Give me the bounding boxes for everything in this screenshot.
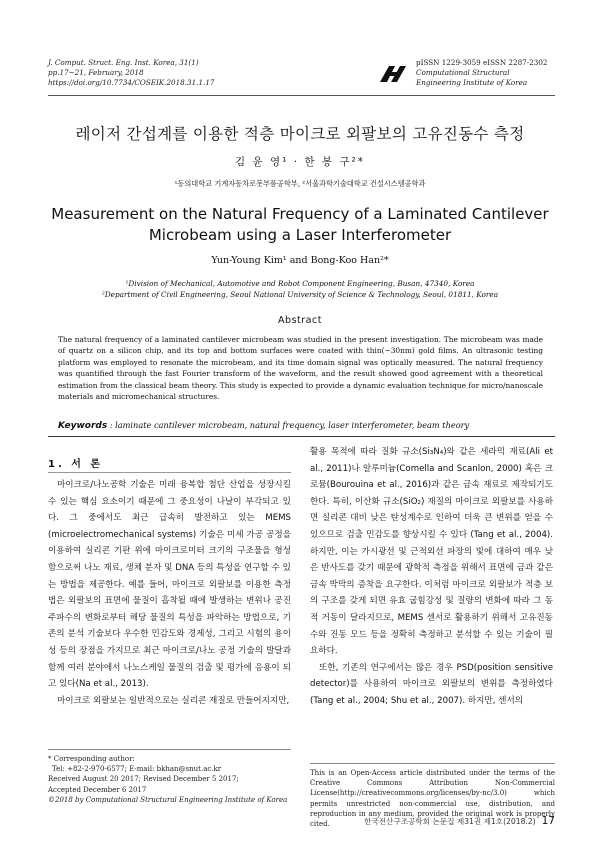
license-rule [310,763,555,764]
english-title-line: Measurement on the Natural Frequency of a Laminated Cantilever [51,205,549,223]
citation-line: J. Comput. Struct. Eng. Inst. Korea, 31(1) [48,58,199,67]
corresponding-author-note [48,754,298,805]
keywords [58,420,548,431]
page-number: 17 [541,815,555,827]
issn-line: pISSN 1229-3059 eISSN 2287-2302 [416,58,548,67]
publisher-logo-icon [378,64,408,84]
footnote-line: ©2018 by Computational Structural Engineering Institute of Korea [48,795,288,804]
paragraph: 마이크로/나노공학 기술은 미래 융복합 첨단 산업을 성장시킬 수 있는 핵심 요소이기 때문에 그 중요성이 나날이 부각되고 있다. 그 중에서도 최근 급속히 발전하고 있는 MEMS (microelectromechanical systems) 기술은 미세 가공 공정을 이용하여 실리콘 기판 위에 마이크로미터 크기의 구조물을 형성함으로써 나노 재료, 생체 분자 및 DNA 등의 특성을 연구할 수 있는 방법을 제공한다. 예를 들어, 마이크로 외팔보를 이용한 측정법은 외팔보의 표면에 물질이 흡착될 때에 발생하는 변위나 공진주파수의 변화로부터 해당 물질의 특성을 파악하는 방법으로, 기존의 분석 기술보다 우수한 민감도와 경제성, 그리고 시험의 용이성 등의 장점을 가지므로 최근 마이크로/나노 공정 기술의 발달과 함께 여러 분야에서 나노스케일 물질의 검출 및 평가에 응용이 되고 있다(Na et al., 2013). [48,480,291,690]
affiliation-line: ²Department of Civil Engineering, Seoul National University of Science & Technology, Seoul, 01811, Korea [101,290,499,299]
footnote-line: Received August 20 2017; Revised December 5 2017; [48,775,239,784]
left-column [48,477,291,709]
page-footer [330,815,555,827]
abstract-body: The natural frequency of a laminated cantilever microbeam was studied in the present investigation. The microbeam was made of quartz on a silicon chip, and its top and bottom surfaces were coated with thin(~30nm) gold films. An ultrasonic testing platform was employed to resonate the microbeam, and its time domain signal was optically measured. The natural frequency was quantified through the fast Fourier transform of the waveform, and the result showed good agreement with a theoretical estimation from the classical beam theory. This study is expected to provide a dynamic evaluation technique for micro/nanoscale materials and micromechanical structures. [58,335,543,402]
english-title [0,204,600,246]
section-rule [48,472,291,473]
korean-title: 레이저 간섭계를 이용한 적층 마이크로 외팔보의 고유진동수 측정 [75,125,525,143]
journal-name: 한국전산구조공학회 논문집 제31권 제1호(2018.2) [364,817,536,826]
publisher-line: Computational Structural [416,68,510,77]
abstract-heading: Abstract [278,315,322,326]
right-column [310,444,553,710]
keywords-rule [48,436,555,437]
english-authors: Yun-Young Kim¹ and Bong-Koo Han²* [211,255,389,266]
citation-line: pp.17~21, February, 2018 [48,68,144,77]
header-rule [48,95,555,96]
english-affiliations [0,278,600,300]
korean-authors: 김 윤 영¹ · 한 봉 구²* [235,156,365,168]
paragraph: 활용 목적에 따라 질화 규소(Si₃N₄)와 같은 세라믹 재료(Ali et al., 2011)나 알루미늄(Comella and Scanlon, 2000) 혹은 크로뮴(Bourouina et al., 2016)과 같은 금속 재료로 제작되기도 한다. 특히, 이산화 규소(SiO₂) 재질의 마이크로 외팔보를 사용하면 실리콘 대비 낮은 탄성계수로 인하여 더욱 큰 변위를 얻을 수 있으므로 검출 민감도를 향상시킬 수 있다 (Tang et al., 2004). 하지만, 이는 가시광선 및 근적외선 파장의 빛에 대하여 매우 낮은 반사도를 갖기 때문에 광학적 측정을 위해서 표면에 금과 같은 금속 박막의 증착을 요구한다. 이처럼 마이크로 외팔보가 적층 보의 구조를 갖게 되면 유효 굽힘강성 및 질량의 변화에 따라 그 동적 거동이 달라지므로, MEMS 센서로 활용하기 위해서 고유진동수와 진동 모드 등을 정확히 측정하고 분석할 수 있는 기술이 필요하다. [310,447,553,657]
footnote-line: Tel: +82-2-970-6577; E-mail: bkhan@snut.ac.kr [52,765,222,774]
korean-affiliations: ¹동의대학교 기계자동차로봇부품공학부, ²서울과학기술대학교 건설시스템공학과 [174,179,426,188]
footnote-line: * Corresponding author: [48,755,135,763]
paragraph: 또한, 기존의 연구에서는 많은 경우 PSD(position sensitive detector)를 사용하여 마이크로 외팔보의 변위를 측정하였다 (Tang et al., 2004; Shu et al., 2007). 하지만, 센서의 [310,662,553,706]
footnote-rule [48,749,291,750]
keywords-label: Keywords [58,421,108,431]
section-heading: 1. 서 론 [48,459,104,470]
paragraph: 마이크로 외팔보는 일반적으로는 실리콘 재질로 만들어지지만, [57,695,290,706]
publisher-line: Engineering Institute of Korea [416,78,528,87]
issn-info [416,58,547,88]
license-note: This is an Open-Access article distributed under the terms of the Creative Commons Attribution Non-Commercial License(http://creativecommons.org/licenses/by-nc/3.0) which permits unrestricted non-commercial use, distribution, and reproduction in any medium, provided the original work is properly cited. [310,769,555,829]
keywords-list: : laminate cantilever microbeam, natural frequency, laser interferometer, beam theory [109,420,470,430]
doi-link[interactable]: https://doi.org/10.7734/COSEIK.2018.31.1.17 [48,78,215,87]
english-title-line: Microbeam using a Laser Interferometer [148,226,452,244]
footnote-line: Accepted December 6 2017 [48,785,147,794]
affiliation-line: ¹Division of Mechanical, Automotive and Robot Component Engineering, Busan, 47340, Korea [125,279,475,288]
journal-citation [48,58,214,88]
